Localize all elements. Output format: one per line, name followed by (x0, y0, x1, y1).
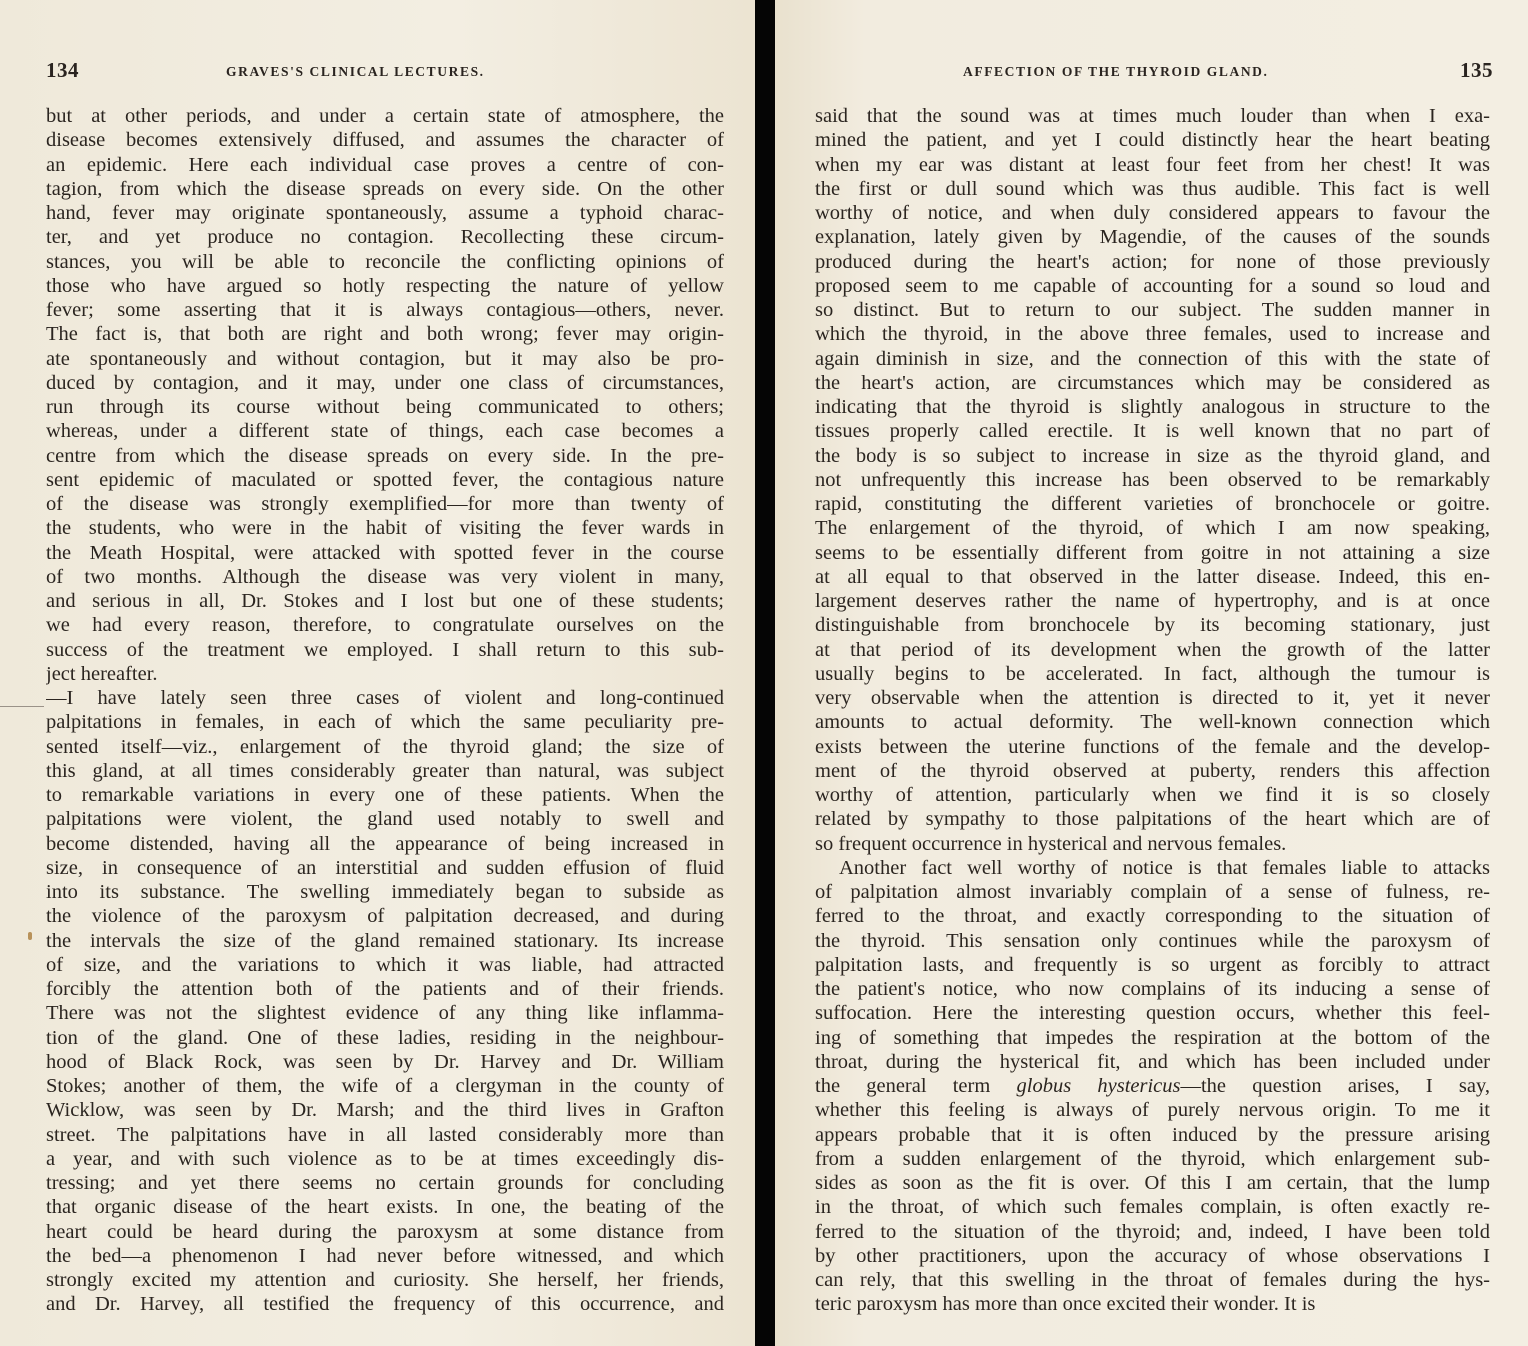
text-line: the intervals the size of the gland remained stationary. Its increase (46, 929, 724, 952)
text-line: largement deserves rather the name of hypertrophy, and is at once (815, 590, 1490, 612)
text-line: ter, and yet produce no contagion. Recollecting these circum- (46, 226, 724, 249)
right-page-text (815, 104, 1490, 1317)
text-line: indicating that the thyroid is slightly analogous in structure to the (815, 396, 1490, 418)
text-line: sented itself—viz., enlargement of the thyroid gland; the size of (46, 735, 724, 758)
text-line: not unfrequently this increase has been observed to be remarkably (815, 468, 1490, 491)
text-line: ment of the thyroid observed at puberty, renders this affection (815, 759, 1490, 782)
text-line: which the thyroid, in the above three females, used to increase and (815, 323, 1490, 346)
text-line: very observable when the attention is directed to it, yet it never (815, 687, 1490, 709)
text-line: when my ear was distant at least four feet from her chest! It was (815, 153, 1490, 176)
text-line: whether this feeling is always of purely nervous origin. To me it (815, 1099, 1490, 1122)
text-line: of palpitation almost invariably complain of a sense of fulness, re- (815, 881, 1490, 903)
text-line: the general term globus hystericus—the question arises, I say, (815, 1075, 1490, 1097)
text-line: Stokes; another of them, the wife of a clergyman in the county of (46, 1075, 724, 1097)
text-line: ject hereafter. (46, 662, 158, 685)
text-line: sides as soon as the fit is over. Of this I am certain, that the lump (815, 1172, 1490, 1194)
text-line: usually begins to be accelerated. In fact, although the tumour is (815, 662, 1490, 685)
text-line: become distended, having all the appearance of being increased in (46, 832, 724, 855)
text-line: hand, fever may originate spontaneously, assume a typhoid charac- (46, 202, 724, 224)
text-line: and serious in all, Dr. Stokes and I lost but one of these students; (46, 590, 724, 612)
text-line: disease becomes extensively diffused, and assumes the character of (46, 129, 724, 152)
text-line: at all equal to that observed in the latter disease. Indeed, this en- (815, 565, 1490, 588)
text-line: The enlargement of the thyroid, of which I am now speaking, (815, 517, 1490, 540)
text-line: that organic disease of the heart exists. In one, the beating of the (46, 1196, 724, 1219)
text-line: tissues properly called erectile. It is well known that no part of (815, 420, 1490, 443)
text-line: the heart's action, are circumstances which may be considered as (815, 371, 1490, 394)
text-line: strongly excited my attention and curiosity. She herself, her friends, (46, 1269, 724, 1291)
text-line: tressing; and yet there seems no certain grounds for concluding (46, 1172, 724, 1194)
left-page-number: 134 (46, 58, 79, 82)
text-line: centre from which the disease spreads on every side. In the pre- (46, 444, 724, 467)
text-line: the violence of the paroxysm of palpitation decreased, and during (46, 905, 724, 928)
text-line: from a sudden enlargement of the thyroid, which enlargement sub- (815, 1147, 1490, 1170)
text-line: sent epidemic of maculated or spotted fever, the contagious nature (46, 468, 724, 491)
text-line: Another fact well worthy of notice is that females liable to attacks (839, 856, 1490, 879)
text-line: into its substance. The swelling immediately began to subside as (46, 881, 724, 903)
text-line: appears probable that it is often induced by the pressure arising (815, 1123, 1490, 1146)
text-line: but at other periods, and under a certain state of atmosphere, the (46, 105, 724, 127)
text-line: the bed—a phenomenon I had never before witnessed, and which (46, 1244, 724, 1267)
text-line: tagion, from which the disease spreads on every side. On the other (46, 177, 724, 200)
book-gutter (755, 0, 775, 1346)
text-line: at that period of its development when the growth of the latter (815, 638, 1490, 661)
text-line: street. The palpitations have in all lasted considerably more than (46, 1123, 724, 1146)
text-line: stances, you will be able to reconcile the conflicting opinions of (46, 250, 724, 273)
text-line: forcibly the attention both of the patients and of their friends. (46, 978, 724, 1000)
text-line: suffocation. Here the interesting question occurs, whether this feel- (815, 1002, 1490, 1025)
text-line: of the disease was strongly exemplified—for more than twenty of (46, 493, 724, 515)
text-line: the students, who were in the habit of visiting the fever wards in (46, 517, 724, 540)
text-line: exists between the uterine functions of the female and the develop- (815, 735, 1490, 758)
text-line: run through its course without being communicated to others; (46, 396, 724, 418)
text-line: duced by contagion, and it may, under one class of circumstances, (46, 371, 724, 394)
text-line: and Dr. Harvey, all testified the frequency of this occurrence, and (46, 1293, 724, 1316)
text-line: can rely, that this swelling in the throat of females during the hys- (815, 1269, 1490, 1291)
text-line: related by sympathy to those palpitations of the heart which are of (815, 808, 1490, 831)
text-line: success of the treatment we employed. I shall return to this sub- (46, 638, 724, 661)
text-line: the thyroid. This sensation only continues while the paroxysm of (815, 929, 1490, 952)
right-header-title: AFFECTION OF THE THYROID GLAND. (963, 64, 1269, 79)
text-line: of size, and the variations to which it was liable, had attracted (46, 953, 724, 976)
text-line: those who have argued so hotly respecting the nature of yellow (46, 274, 724, 297)
text-line: —I have lately seen three cases of violent and long-continued (46, 687, 724, 709)
text-line: palpitations in females, in each of which the same peculiarity pre- (46, 711, 724, 734)
text-line: explanation, lately given by Magendie, of the causes of the sounds (815, 226, 1490, 249)
text-line: produced during the heart's action; for none of those previously (815, 250, 1490, 273)
right-page-number: 135 (1460, 58, 1493, 82)
text-line: There was not the slightest evidence of any thing like inflamma- (46, 1002, 724, 1025)
text-line: of two months. Although the disease was very violent in many, (46, 565, 724, 588)
text-line: Wicklow, was seen by Dr. Marsh; and the third lives in Grafton (46, 1099, 724, 1122)
text-line: worthy of attention, particularly when we find it is so closely (815, 784, 1490, 806)
text-line: the first or dull sound which was thus audible. This fact is well (815, 177, 1490, 200)
ink-spot-mark (28, 932, 32, 940)
text-line: throat, during the hysterical fit, and which has been included under (815, 1050, 1490, 1073)
text-line: worthy of notice, and when duly considered appears to favour the (815, 202, 1490, 224)
text-line: fever; some asserting that it is always contagious—others, never. (46, 299, 724, 321)
left-page (0, 0, 755, 1346)
text-line: the patient's notice, who now complains of its inducing a sense of (815, 978, 1490, 1000)
text-line: in the throat, of which such females complain, is often exactly re- (815, 1196, 1490, 1219)
text-line: by other practitioners, upon the accuracy of whose observations I (815, 1244, 1490, 1267)
text-line: amounts to actual deformity. The well-known connection which (815, 711, 1490, 734)
text-line: rapid, constituting the different varieties of bronchocele or goitre. (815, 493, 1490, 515)
text-line: again diminish in size, and the connection of this with the state of (815, 347, 1490, 370)
text-line: the body is so subject to increase in size as the thyroid gland, and (815, 444, 1490, 467)
text-line: palpitations were violent, the gland used notably to swell and (46, 808, 724, 831)
text-line: proposed seem to me capable of accounting for a sound so loud and (815, 274, 1490, 297)
text-line: tion of the gland. One of these ladies, residing in the neighbour- (46, 1026, 724, 1049)
text-line: so frequent occurrence in hysterical and nervous females. (815, 832, 1287, 855)
text-line: said that the sound was at times much louder than when I exa- (815, 105, 1490, 127)
text-line: a year, and with such violence as to be at times exceedingly dis- (46, 1147, 724, 1170)
text-line: ferred to the throat, and exactly corresponding to the situation of (815, 905, 1490, 928)
text-line: teric paroxysm has more than once excited their wonder. It is (815, 1293, 1316, 1316)
text-line: hood of Black Rock, was seen by Dr. Harvey and Dr. William (46, 1050, 724, 1073)
left-header-title: GRAVES'S CLINICAL LECTURES. (226, 64, 485, 79)
text-line: to remarkable variations in every one of these patients. When the (46, 784, 724, 806)
right-page (775, 0, 1528, 1346)
text-line: ing of something that impedes the respiration at the bottom of the (815, 1026, 1490, 1049)
text-line: heart could be heard during the paroxysm at some distance from (46, 1220, 724, 1243)
text-line: size, in consequence of an interstitial and sudden effusion of fluid (46, 856, 724, 879)
text-line: whereas, under a different state of things, each case becomes a (46, 420, 724, 443)
text-line: The fact is, that both are right and both wrong; fever may origin- (46, 323, 724, 346)
text-line: this gland, at all times considerably greater than natural, was subject (46, 759, 724, 782)
left-running-head (46, 58, 726, 88)
text-line: ate spontaneously and without contagion, but it may also be pro- (46, 347, 724, 370)
text-line: we had every reason, therefore, to congratulate ourselves on the (46, 614, 724, 637)
text-line: mined the patient, and yet I could distinctly hear the heart beating (815, 129, 1490, 152)
text-line: palpitation lasts, and frequently is so urgent as forcibly to attract (815, 953, 1490, 976)
left-page-text (46, 104, 724, 1317)
margin-rule-mark (0, 706, 44, 707)
text-line: an epidemic. Here each individual case proves a centre of con- (46, 153, 724, 176)
text-line: the Meath Hospital, were attacked with spotted fever in the course (46, 541, 724, 564)
text-line: ferred to the situation of the thyroid; and, indeed, I have been told (815, 1220, 1490, 1243)
text-line: distinguishable from bronchocele by its becoming stationary, just (815, 614, 1490, 637)
text-line: seems to be essentially different from goitre in not attaining a size (815, 541, 1490, 564)
text-line: so distinct. But to return to our subject. The sudden manner in (815, 299, 1490, 321)
right-running-head (963, 58, 1493, 88)
